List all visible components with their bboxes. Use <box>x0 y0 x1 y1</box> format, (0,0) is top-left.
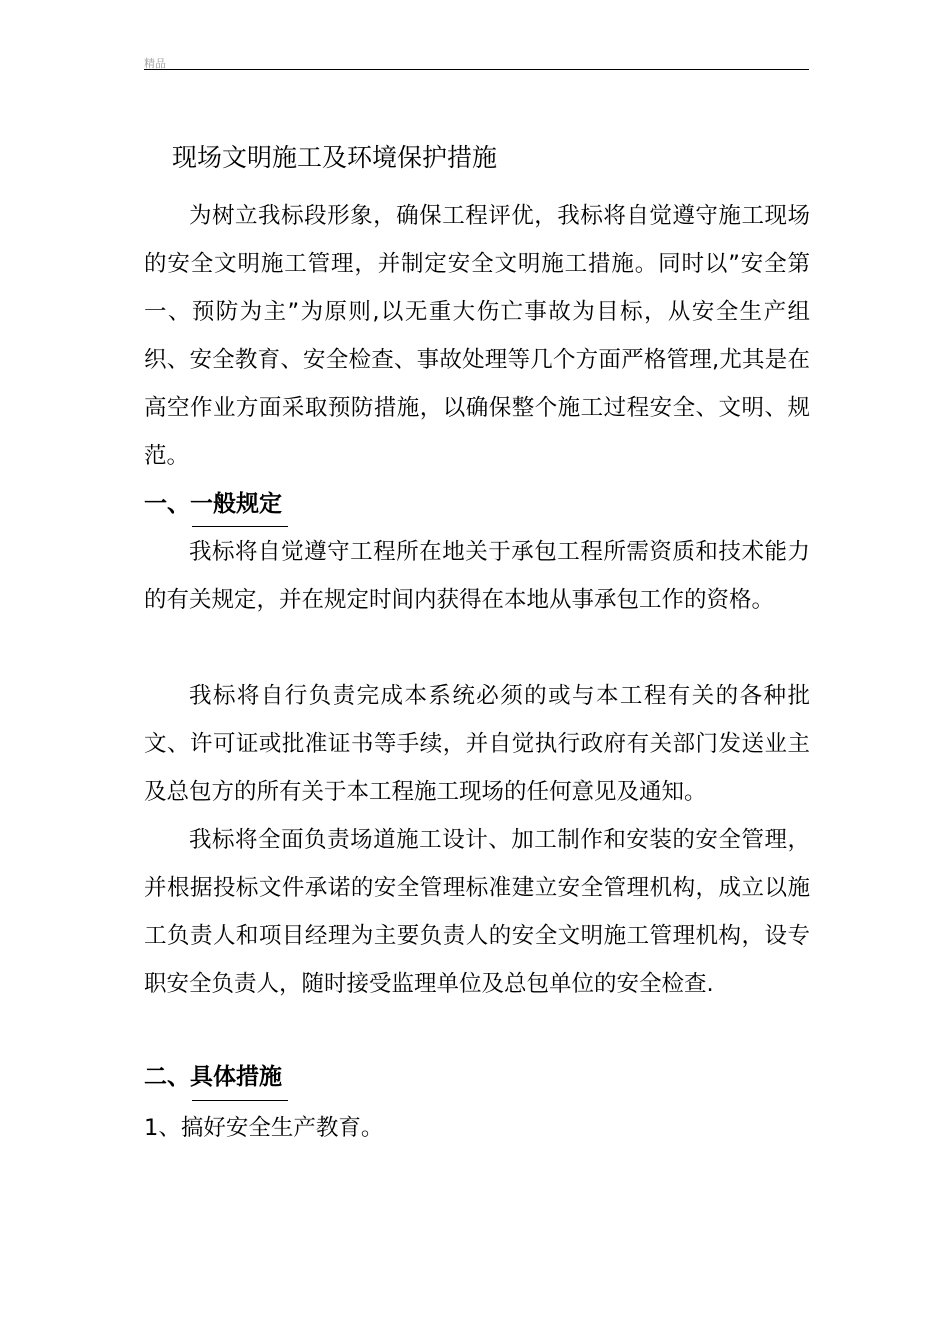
header-label: 精品 <box>144 57 166 70</box>
section-heading-specific-measures: 二、具体措施 <box>144 1064 282 1090</box>
intro-paragraph: 为树立我标段形象，确保工程评优，我标将自觉遵守施工现场的安全文明施工管理，并制定安全文明施工措施。同时以”安全第一、预防为主”为原则,以无重大伤亡事故为目标，从安全生产组织、安全教育、安全检查、事故处理等几个方面严格管理,尤其是在高空作业方面采取预防措施，以确保整个施工过程安全、文明、规范。 <box>144 203 810 469</box>
document-title: 现场文明施工及环境保护措施 <box>172 143 498 172</box>
general-rules-paragraph: 我标将自觉遵守工程所在地关于承包工程所需资质和技术能力的有关规定，并在规定时间内获得在本地从事承包工作的资格。 <box>144 539 810 613</box>
list-item: 1、搞好安全生产教育。 <box>144 1115 384 1141</box>
section-heading-underline <box>192 526 288 527</box>
general-rules-paragraph: 我标将全面负责场道施工设计、加工制作和安装的安全管理，并根据投标文件承诺的安全管理标准建立安全管理机构，成立以施工负责人和项目经理为主要负责人的安全文明施工管理机构，设专职安全负责人，随时接受监理单位及总包单位的安全检查. <box>144 827 810 997</box>
header-divider <box>144 69 809 70</box>
general-rules-paragraph: 我标将自行负责完成本系统必须的或与本工程有关的各种批文、许可证或批准证书等手续，并自觉执行政府有关部门发送业主及总包方的所有关于本工程施工现场的任何意见及通知。 <box>144 683 810 805</box>
section-heading-general-rules: 一、一般规定 <box>144 491 282 517</box>
section-heading-underline <box>192 1100 288 1101</box>
